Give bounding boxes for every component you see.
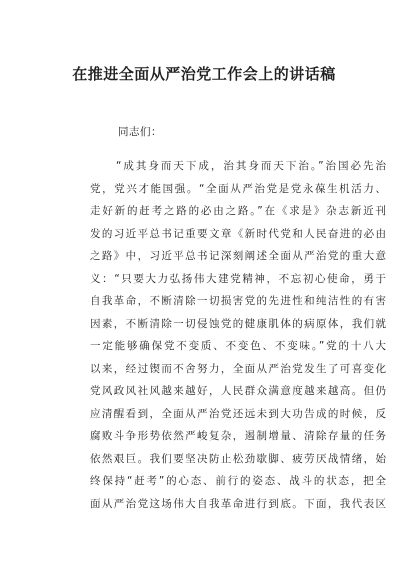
- document-title: 在推进全面从严治党工作会上的讲话稿: [72, 65, 336, 83]
- body-line: 腐败斗争形势依然严峻复杂，遏制增量、清除存量的任务: [90, 430, 386, 442]
- body-line: 依然艰巨。我们要坚决防止松劲歇脚、疲劳厌战情绪，始: [90, 452, 386, 465]
- body-line: 应清醒看到，全面从严治党还远未到大功告成的时候，反: [90, 407, 386, 420]
- body-line: 走好新的赶考之路的必由之路。”在《求是》杂志新近刊: [90, 205, 386, 217]
- body-line: “成其身而天下成，治其身而天下治。”治国必先治: [116, 160, 386, 172]
- body-line: 自我革命，不断清除一切损害党的先进性和纯洁性的有害: [90, 295, 386, 307]
- body-paragraph: [90, 155, 386, 515]
- body-line: 发的习近平总书记重要文章《新时代党和人民奋进的必由: [90, 227, 386, 240]
- greeting-text: 同志们：: [118, 126, 162, 138]
- body-line: 党风政风社风越来越好，人民群众满意度越来越高。但仍: [90, 385, 386, 397]
- body-line: 以来，经过锲而不舍努力，全面从严治党发生了可喜变化: [90, 362, 386, 375]
- body-line: 因素，不断清除一切侵蚀党的健康肌体的病原体，我们就: [90, 317, 386, 330]
- body-line: 之路》中，习近平总书记深刻阐述全面从严治党的重大意: [90, 250, 386, 262]
- body-line: 终保持“赶考”的心态、前行的姿态、战斗的状态，把全: [90, 475, 386, 487]
- body-line: 党，党兴才能国强。“全面从严治党是党永葆生机活力、: [90, 182, 386, 195]
- body-line: 一定能够确保党不变质、不变色、不变味。”党的十八大: [90, 340, 386, 352]
- body-line: 面从严治党这场伟大自我革命进行到底。下面，我代表区: [90, 497, 386, 510]
- body-line: 义：“只要大力弘扬伟大建党精神，不忘初心使命，勇于: [90, 272, 386, 285]
